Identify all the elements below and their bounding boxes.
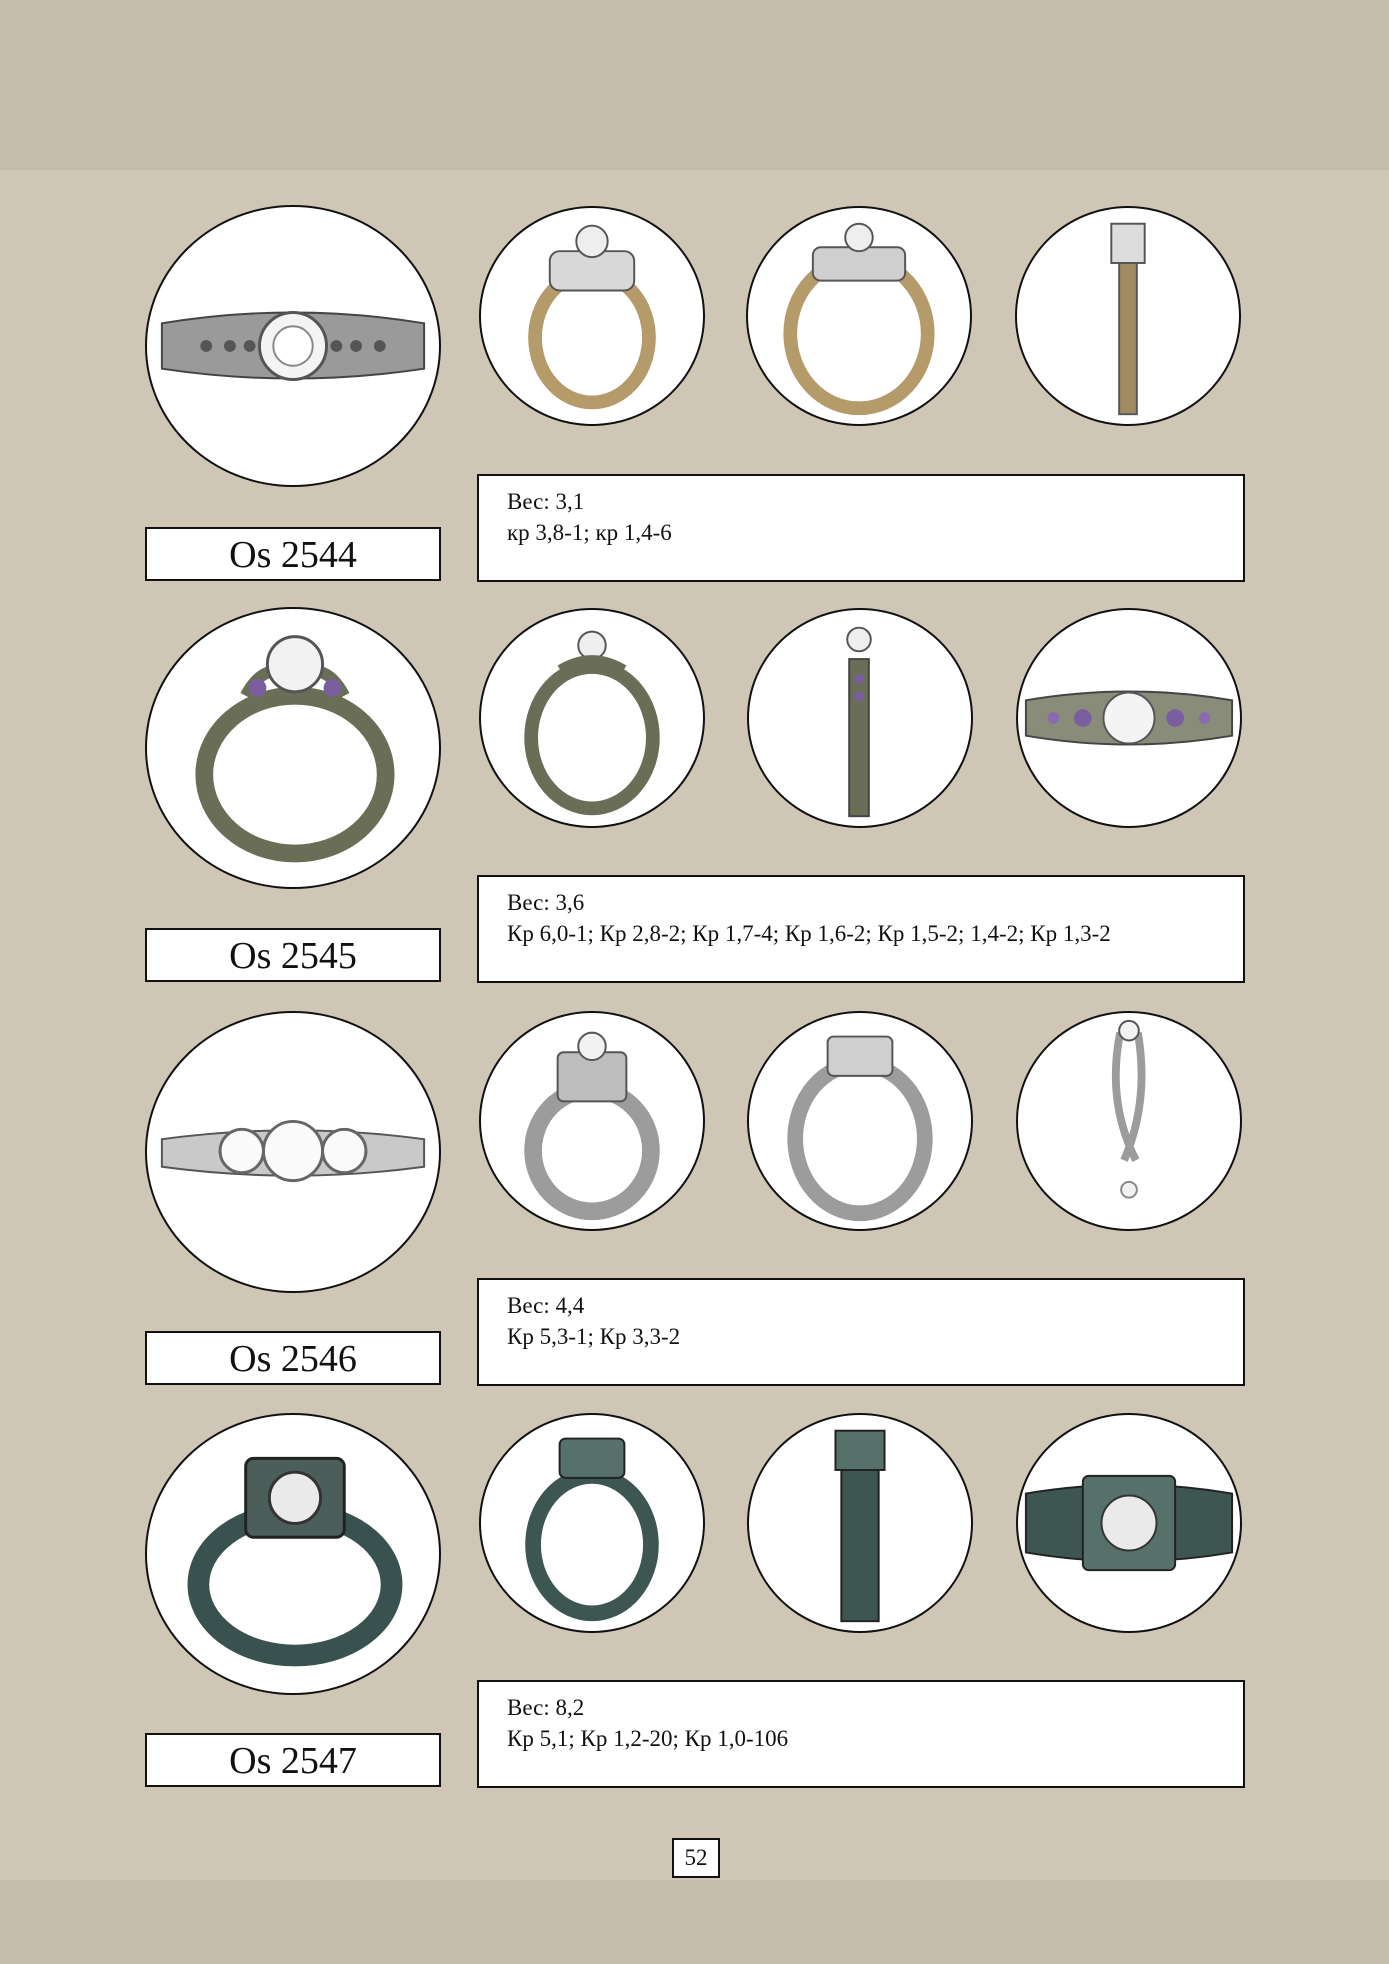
top-floral-banner [0, 0, 1389, 170]
product-code: Os 2547 [145, 1733, 441, 1787]
product-stones: кр 3,8-1; кр 1,4-6 [507, 520, 672, 545]
product-info [477, 474, 1245, 582]
product-weight: Вес: 8,2 [507, 1695, 585, 1720]
ring-icon [748, 208, 970, 424]
ring-icon [147, 1415, 439, 1693]
product-info [477, 1680, 1245, 1788]
product-view-photo[interactable] [1016, 1011, 1242, 1231]
product-code: Os 2546 [145, 1331, 441, 1385]
ring-icon [481, 1013, 703, 1229]
product-main-photo[interactable] [145, 607, 441, 889]
product-view-photo[interactable] [747, 1413, 973, 1633]
product-view-photo[interactable] [479, 206, 705, 426]
product-view-photo[interactable] [1015, 206, 1241, 426]
product-weight: Вес: 4,4 [507, 1293, 585, 1318]
ring-icon [147, 207, 439, 485]
product-view-photo[interactable] [1016, 1413, 1242, 1633]
product-main-photo[interactable] [145, 1011, 441, 1293]
product-view-photo[interactable] [746, 206, 972, 426]
product-stones: Кр 5,3-1; Кр 3,3-2 [507, 1324, 681, 1349]
product-view-photo[interactable] [1016, 608, 1242, 828]
product-stones: Кр 5,1; Кр 1,2-20; Кр 1,0-106 [507, 1726, 789, 1751]
page-number: 52 [672, 1838, 720, 1878]
ring-icon [147, 609, 439, 887]
product-stones: Кр 6,0-1; Кр 2,8-2; Кр 1,7-4; Кр 1,6-2; Кр 1,5-2; 1,4-2; Кр 1,3-2 [507, 921, 1111, 946]
ring-icon [749, 1415, 971, 1631]
ring-icon [749, 1013, 971, 1229]
product-view-photo[interactable] [747, 608, 973, 828]
product-code: Os 2545 [145, 928, 441, 982]
ring-icon [481, 610, 703, 826]
ring-icon [1017, 208, 1239, 424]
product-view-photo[interactable] [479, 1011, 705, 1231]
product-code: Os 2544 [145, 527, 441, 581]
product-weight: Вес: 3,1 [507, 489, 585, 514]
ring-icon [147, 1013, 439, 1291]
product-main-photo[interactable] [145, 205, 441, 487]
product-info [477, 1278, 1245, 1386]
ring-icon [749, 610, 971, 826]
ring-icon [1018, 1415, 1240, 1631]
product-main-photo[interactable] [145, 1413, 441, 1695]
product-view-photo[interactable] [747, 1011, 973, 1231]
product-view-photo[interactable] [479, 1413, 705, 1633]
ring-icon [1018, 1013, 1240, 1229]
product-view-photo[interactable] [479, 608, 705, 828]
bottom-floral-banner [0, 1880, 1389, 1964]
product-weight: Вес: 3,6 [507, 890, 585, 915]
ring-icon [1018, 610, 1240, 826]
ring-icon [481, 1415, 703, 1631]
ring-icon [481, 208, 703, 424]
product-info [477, 875, 1245, 983]
